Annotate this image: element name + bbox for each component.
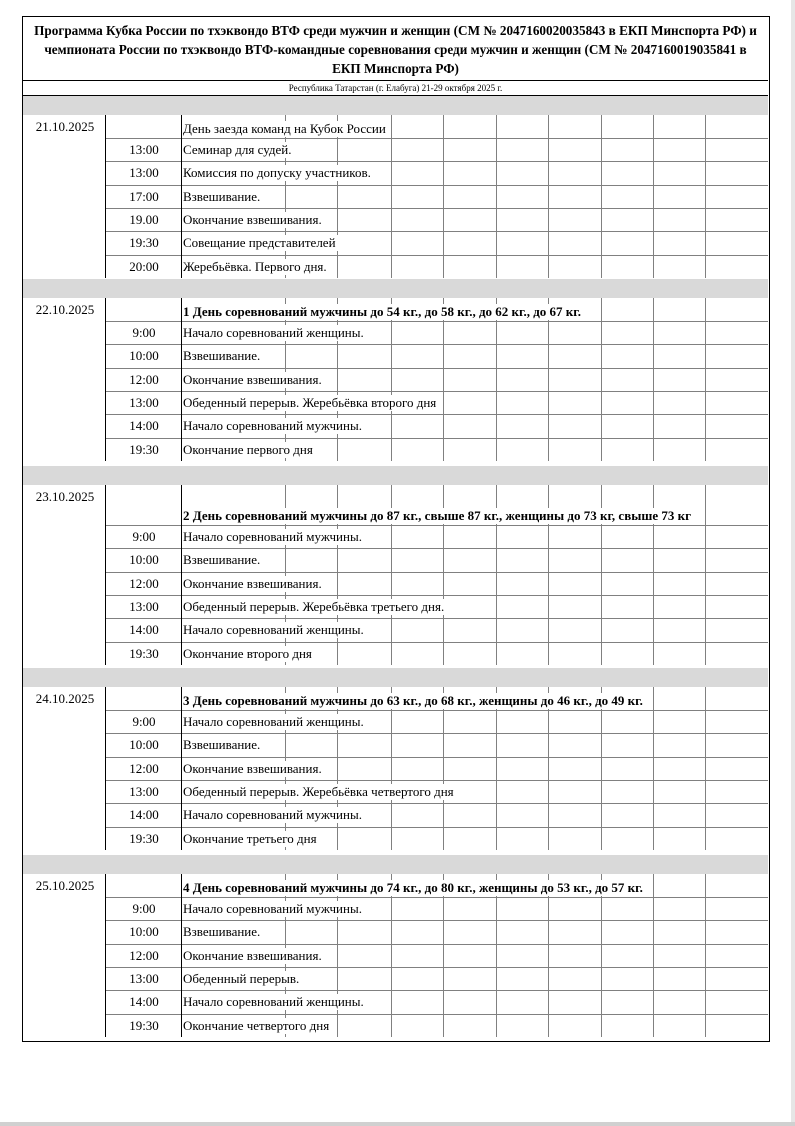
event-time: 13:00	[129, 783, 159, 799]
row-line	[105, 185, 768, 186]
column-line	[105, 687, 106, 850]
column-line	[105, 298, 106, 461]
page-edge-right	[791, 0, 795, 1126]
row-line	[105, 803, 768, 804]
event-time: 19:30	[129, 645, 159, 661]
column-line	[105, 874, 106, 1037]
event-time: 17:00	[129, 188, 159, 204]
day-date: 25.10.2025	[35, 878, 95, 893]
column-line	[705, 687, 706, 850]
event-description: Начало соревнований женщины.	[183, 325, 364, 340]
column-line	[601, 687, 602, 850]
event-time: 10:00	[129, 552, 159, 568]
row-line	[105, 642, 768, 643]
column-line	[105, 485, 106, 665]
document-title: Программа Кубка России по тхэквондо ВТФ среди мужчин и женщин (СМ № 2047160020035843 в ЕКП Минспорта РФ) и чемпионата России по тхэквондо ВТФ-командные соревнования среди мужчин и женщин (СМ № 2047160019035841 в ЕКП Минспорта РФ)	[34, 23, 757, 76]
event-description: Начало соревнований мужчины.	[183, 418, 362, 434]
event-time: 20:00	[129, 258, 159, 274]
column-line	[705, 485, 706, 665]
column-line	[653, 874, 654, 1037]
event-time: 14:00	[129, 418, 159, 434]
row-line	[105, 368, 768, 369]
event-description: Начало соревнований мужчины.	[183, 807, 362, 823]
column-line	[653, 687, 654, 850]
row-line	[105, 572, 768, 573]
column-line	[601, 874, 602, 1037]
event-description: Обеденный перерыв.	[183, 970, 300, 986]
event-description: Окончание взвешивания.	[183, 947, 322, 963]
day-heading: 1 День соревнований мужчины до 54 кг., до 58 кг., до 62 кг., до 67 кг.	[183, 304, 581, 319]
event-description: Начало соревнований женщины.	[183, 994, 364, 1010]
row-line	[105, 391, 768, 392]
event-time: 12:00	[129, 575, 159, 591]
day-separator	[23, 96, 768, 115]
column-line	[337, 687, 338, 850]
event-time: 9:00	[132, 901, 156, 916]
column-line	[496, 298, 497, 461]
column-line	[337, 115, 338, 278]
event-time: 9:00	[132, 714, 156, 729]
event-time: 13:00	[129, 598, 159, 614]
row-line	[105, 710, 768, 711]
event-time: 19:30	[129, 1017, 159, 1033]
event-description: Обеденный перерыв. Жеребьёвка четвертого дня	[183, 783, 454, 799]
event-description: Окончание первого дня	[183, 441, 313, 457]
column-line	[181, 687, 182, 850]
page-edge-bottom	[0, 1122, 795, 1126]
table-header	[23, 17, 768, 96]
column-line	[653, 298, 654, 461]
row-line	[105, 595, 768, 596]
column-line	[391, 687, 392, 850]
row-line	[105, 733, 768, 734]
event-time: 10:00	[129, 924, 159, 940]
event-time: 13:00	[129, 165, 159, 181]
column-line	[705, 874, 706, 1037]
row-line	[105, 827, 768, 828]
event-description: Взвешивание.	[183, 737, 261, 753]
column-line	[653, 115, 654, 278]
row-line	[105, 344, 768, 345]
event-description: Взвешивание.	[183, 348, 261, 364]
column-line	[181, 485, 182, 665]
row-line	[105, 161, 768, 162]
column-line	[181, 874, 182, 1037]
column-line	[391, 874, 392, 1037]
row-line	[105, 897, 768, 898]
column-line	[496, 874, 497, 1037]
document-subtitle: Республика Татарстан (г. Елабуга) 21-29 октября 2025 г.	[23, 80, 768, 96]
column-line	[443, 874, 444, 1037]
column-line	[705, 115, 706, 278]
event-description: Окончание третьего дня	[183, 830, 317, 846]
column-line	[337, 874, 338, 1037]
column-line	[285, 115, 286, 278]
row-line	[105, 138, 768, 139]
row-line	[105, 208, 768, 209]
event-description: Окончание взвешивания.	[183, 575, 322, 591]
column-line	[601, 115, 602, 278]
event-description: Окончание взвешивания.	[183, 760, 322, 776]
column-line	[443, 687, 444, 850]
row-line	[105, 438, 768, 439]
day-heading: 2 День соревнований мужчины до 87 кг., свыше 87 кг., женщины до 73 кг, свыше 73 кг	[183, 508, 692, 523]
event-description: Начало соревнований женщины.	[183, 622, 364, 638]
day-heading: 4 День соревнований мужчины до 74 кг., до 80 кг., женщины до 53 кг., до 57 кг.	[183, 880, 643, 895]
day-date: 23.10.2025	[35, 489, 95, 504]
column-line	[601, 298, 602, 461]
event-description: Начало соревнований мужчины.	[183, 901, 362, 916]
row-line	[105, 525, 768, 526]
day-heading: 3 День соревнований мужчины до 63 кг., до 68 кг., женщины до 46 кг., до 49 кг.	[183, 693, 643, 708]
row-line	[105, 548, 768, 549]
column-line	[337, 298, 338, 461]
event-time: 10:00	[129, 737, 159, 753]
row-line	[105, 618, 768, 619]
event-time: 12:00	[129, 947, 159, 963]
column-line	[443, 298, 444, 461]
event-description: Совещание представителей	[183, 235, 336, 251]
event-time: 9:00	[132, 325, 156, 340]
day-date: 22.10.2025	[35, 302, 95, 317]
day-date: 21.10.2025	[35, 119, 95, 134]
event-time: 13:00	[129, 142, 159, 157]
row-line	[105, 231, 768, 232]
column-line	[496, 687, 497, 850]
event-time: 19:30	[129, 235, 159, 251]
event-description: Жеребьёвка. Первого дня.	[183, 258, 327, 274]
event-time: 14:00	[129, 994, 159, 1010]
event-description: Обеденный перерыв. Жеребьёвка второго дня	[183, 394, 437, 410]
row-line	[105, 757, 768, 758]
event-time: 19.00	[129, 211, 159, 227]
day-separator	[23, 855, 768, 874]
event-description: Окончание четвертого дня	[183, 1017, 330, 1033]
day-date: 24.10.2025	[35, 691, 95, 706]
row-line	[105, 780, 768, 781]
day-separator	[23, 668, 768, 687]
event-description: Комиссия по допуску участников.	[183, 165, 371, 181]
event-description: Окончание второго дня	[183, 645, 312, 661]
day-separator	[23, 466, 768, 485]
column-line	[105, 115, 106, 278]
event-time: 13:00	[129, 970, 159, 986]
event-description: Семинар для судей.	[183, 142, 292, 157]
row-line	[105, 1014, 768, 1015]
row-line	[105, 920, 768, 921]
row-line	[105, 255, 768, 256]
event-description: Обеденный перерыв. Жеребьёвка третьего дня.	[183, 598, 445, 614]
row-line	[105, 414, 768, 415]
event-description: Взвешивание.	[183, 552, 261, 568]
row-line	[105, 944, 768, 945]
row-line	[105, 321, 768, 322]
event-time: 14:00	[129, 807, 159, 823]
event-description: Начало соревнований мужчины.	[183, 529, 362, 544]
schedule-table	[22, 16, 770, 1042]
event-time: 13:00	[129, 394, 159, 410]
row-line	[105, 990, 768, 991]
column-line	[548, 115, 549, 278]
event-time: 9:00	[132, 529, 156, 544]
column-line	[181, 298, 182, 461]
column-line	[443, 115, 444, 278]
column-line	[548, 874, 549, 1037]
day-heading: День заезда команд на Кубок России	[183, 121, 386, 136]
event-time: 19:30	[129, 830, 159, 846]
column-line	[391, 298, 392, 461]
event-description: Окончание взвешивания.	[183, 211, 322, 227]
column-line	[548, 687, 549, 850]
event-description: Взвешивание.	[183, 188, 261, 204]
column-line	[548, 298, 549, 461]
event-description: Взвешивание.	[183, 924, 261, 940]
row-line	[105, 967, 768, 968]
event-time: 12:00	[129, 760, 159, 776]
column-line	[496, 115, 497, 278]
column-line	[705, 298, 706, 461]
event-time: 14:00	[129, 622, 159, 638]
event-time: 12:00	[129, 371, 159, 387]
day-separator	[23, 279, 768, 298]
event-description: Окончание взвешивания.	[183, 371, 322, 387]
event-description: Начало соревнований женщины.	[183, 714, 364, 729]
event-time: 19:30	[129, 441, 159, 457]
column-line	[181, 115, 182, 278]
event-time: 10:00	[129, 348, 159, 364]
column-line	[391, 115, 392, 278]
